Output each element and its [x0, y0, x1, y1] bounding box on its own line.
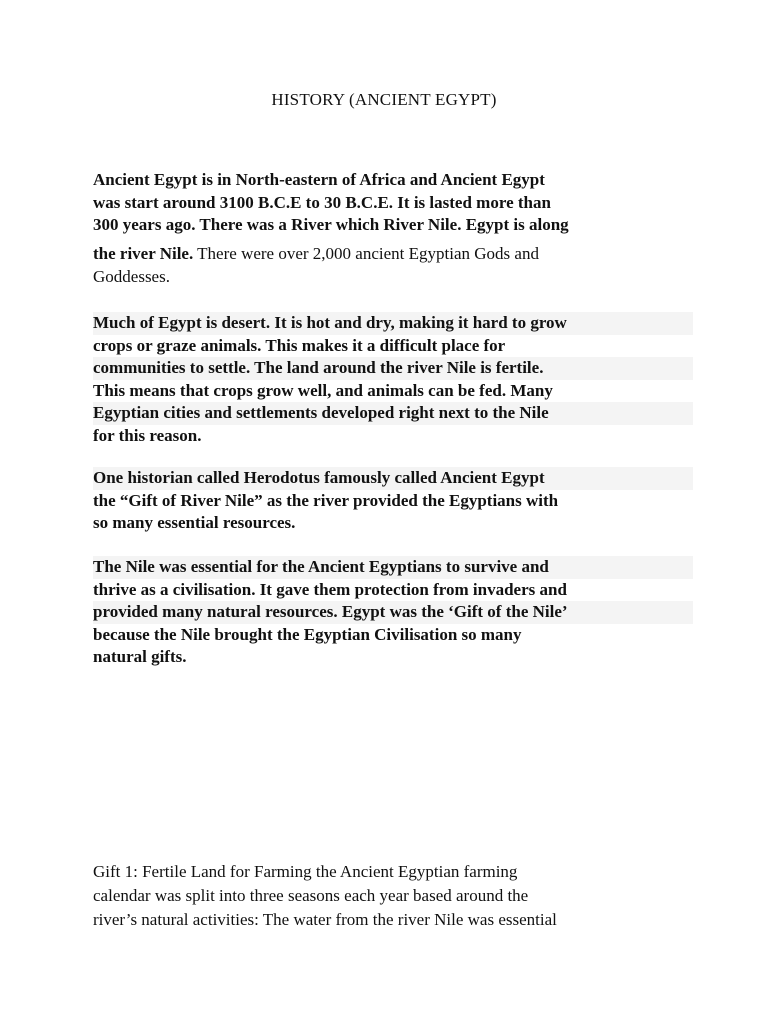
paragraph-line: Ancient Egypt is in North-eastern of Africa and Ancient Egypt [93, 170, 545, 189]
paragraph-line: was start around 3100 B.C.E to 30 B.C.E. It is lasted more than [93, 192, 551, 212]
paragraph-line: Much of Egypt is desert. It is hot and dry, making it hard to grow [93, 312, 693, 335]
paragraph-line: provided many natural resources. Egypt was the ‘Gift of the Nile’ [93, 601, 693, 624]
paragraph-gift-1 [93, 860, 693, 932]
paragraph-line-bold-part: the river Nile. [93, 243, 194, 263]
paragraph-herodotus [93, 467, 693, 535]
paragraph-desert [93, 312, 693, 447]
paragraph-line: One historian called Herodotus famously called Ancient Egypt [93, 467, 693, 490]
paragraph-line: natural gifts. [93, 647, 187, 666]
paragraph-line: the “Gift of River Nile” as the river provided the Egyptians with [93, 490, 559, 510]
paragraph-line: so many essential resources. [93, 513, 296, 532]
paragraph-line: for this reason. [93, 425, 202, 445]
paragraph-line: Goddesses. [93, 266, 170, 286]
paragraph-nile-essential [93, 556, 693, 669]
paragraph-line: The Nile was essential for the Ancient Egyptians to survive and [93, 556, 693, 579]
paragraph-line-normal-part: There were over 2,000 ancient Egyptian Gods and [193, 243, 539, 263]
paragraph-line: crops or graze animals. This makes it a difficult place for [93, 335, 506, 355]
paragraph-line: 300 years ago. There was a River which River Nile. Egypt is along [93, 215, 569, 234]
document-title: HISTORY (ANCIENT EGYPT) [271, 90, 497, 109]
paragraph-line: thrive as a civilisation. It gave them protection from invaders and [93, 579, 567, 599]
paragraph-line: Gift 1: Fertile Land for Farming the Ancient Egyptian farming [93, 862, 518, 881]
paragraph-line: This means that crops grow well, and animals can be fed. Many [93, 380, 553, 400]
paragraph-line: because the Nile brought the Egyptian Civilisation so many [93, 624, 522, 644]
paragraph-line: communities to settle. The land around the river Nile is fertile. [93, 357, 693, 380]
paragraph-line [93, 241, 693, 266]
paragraph-location [93, 169, 693, 288]
paragraph-line: Egyptian cities and settlements developed right next to the Nile [93, 402, 693, 425]
paragraph-line: calendar was split into three seasons each year based around the [93, 886, 529, 905]
paragraph-line: river’s natural activities: The water from the river Nile was essential [93, 910, 557, 929]
